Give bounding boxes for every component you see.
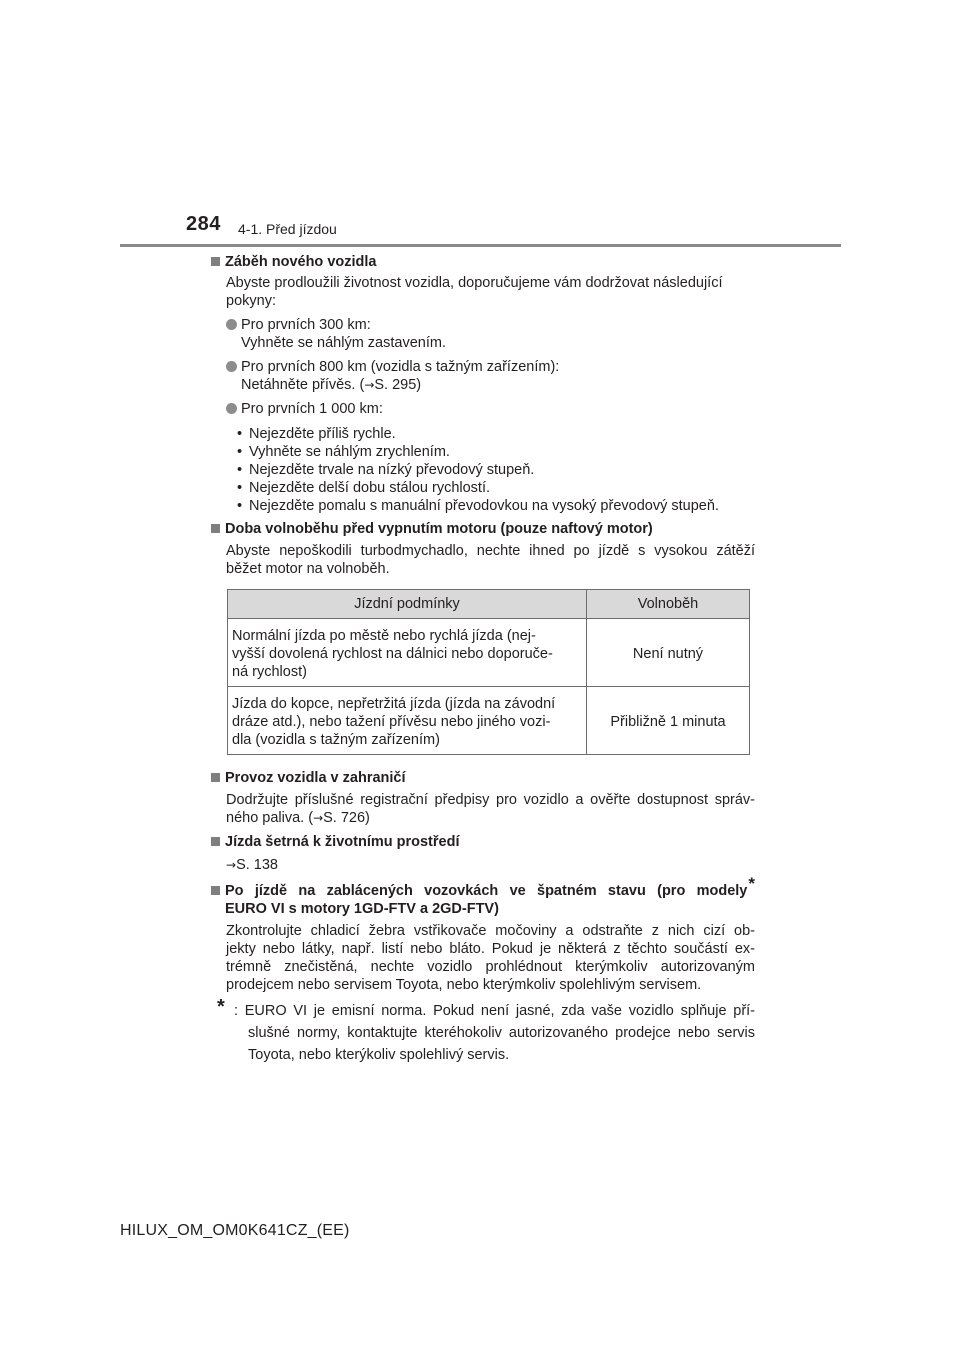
arrow-right-icon: → <box>364 378 375 392</box>
circle-bullet-icon <box>226 319 237 330</box>
dot-marker: • <box>237 498 243 514</box>
heading-text: Záběh nového vozidla <box>225 254 377 270</box>
text-line: slušné normy, kontaktujte kteréhokoliv autorizovaného prodejce nebo servis <box>248 1025 755 1041</box>
footnote-star-marker: * <box>748 874 755 893</box>
heading-text: Doba volnoběhu před vypnutím motoru (pouze naftový motor) <box>225 521 653 537</box>
heading-eco <box>210 833 755 851</box>
dot-marker: • <box>237 480 243 496</box>
header-rule <box>120 244 841 247</box>
sub-list-item <box>237 497 755 515</box>
heading-abroad <box>210 769 755 787</box>
list-item <box>210 400 755 418</box>
text-line: Pro prvních 800 km (vozidla s tažným zařízením): <box>241 359 560 375</box>
table-row <box>228 687 750 755</box>
text-line: pokyny: <box>226 293 276 309</box>
table-header-row <box>228 590 750 619</box>
heading-line <box>225 874 755 900</box>
column-header: Volnoběh <box>587 590 750 619</box>
square-bullet-icon <box>211 837 220 846</box>
sub-list <box>210 425 755 515</box>
heading-text: Po jízdě na zablácených vozovkách ve špatném stavu (pro modely <box>225 883 748 899</box>
sub-list-item <box>237 479 755 497</box>
text-line: dráze atd.), nebo tažení přívěsu nebo jiného vozi- <box>232 714 551 730</box>
text-line: Jízda do kopce, nepřetržitá jízda (jízda na závodní <box>232 696 556 712</box>
heading-text: EURO VI s motory 1GD-FTV a 2GD-FTV) <box>225 901 499 917</box>
text-line: Pro prvních 1 000 km: <box>241 401 383 417</box>
dot-marker: • <box>237 426 243 442</box>
page-reference[interactable]: S. 726) <box>323 810 370 826</box>
heading-muddy <box>210 874 755 918</box>
text-fragment: ného paliva. ( <box>226 810 314 826</box>
sub-list-item <box>237 461 755 479</box>
arrow-right-icon: → <box>226 858 237 872</box>
text-line: Zkontrolujte chladicí žebra vstřikovače močoviny a odstraňte z nich cizí ob- <box>226 923 755 939</box>
page-content <box>210 253 755 1066</box>
text-line: trémně znečistěná, nechte vozidlo prohlédnout kterýmkoliv autorizovaným <box>226 959 755 975</box>
column-header: Jízdní podmínky <box>228 590 587 619</box>
condition-cell <box>228 687 587 755</box>
heading-idle <box>210 520 755 538</box>
footnote-star: * <box>217 996 225 1018</box>
sub-item-text: Nejezděte trvale na nízký převodový stupeň. <box>249 462 535 478</box>
abroad-text <box>210 791 755 827</box>
square-bullet-icon <box>211 257 220 266</box>
page-number: 284 <box>186 213 221 235</box>
square-bullet-icon <box>211 773 220 782</box>
sub-item-text: Nejezděte delší dobu stálou rychlostí. <box>249 480 490 496</box>
heading-break-in <box>210 253 755 271</box>
idle-table <box>227 589 750 755</box>
text-line: Vyhněte se náhlým zastavením. <box>241 335 446 351</box>
sub-list-item <box>237 425 755 443</box>
text-line: Abyste prodloužili životnost vozidla, doporučujeme vám dodržovat následující <box>226 275 723 291</box>
idle-cell: Není nutný <box>587 619 750 687</box>
list-item <box>210 316 755 352</box>
text-line: Pro prvních 300 km: <box>241 317 371 333</box>
circle-bullet-icon <box>226 361 237 372</box>
square-bullet-icon <box>211 524 220 533</box>
idle-cell: Přibližně 1 minuta <box>587 687 750 755</box>
text-line <box>241 376 755 394</box>
text-line: ná rychlost) <box>232 664 307 680</box>
text-line: jekty nebo látky, např. listí nebo bláto. Pokud je některá z těchto součástí ex- <box>226 941 755 957</box>
text-line: prodejcem nebo servisem Toyota, nebo kterýmkoliv spolehlivým servisem. <box>226 977 702 993</box>
text-line: : EURO VI je emisní norma. Pokud není jasné, zda vaše vozidlo splňuje pří- <box>234 1003 755 1019</box>
page-reference[interactable]: S. 138 <box>236 857 278 873</box>
text-line: Dodržujte příslušné registrační předpisy pro vozidlo a ověřte dostupnost správ- <box>226 792 755 808</box>
text-line: běžet motor na volnoběh. <box>226 561 390 577</box>
footnote <box>210 996 755 1066</box>
dot-marker: • <box>237 462 243 478</box>
text-line: Normální jízda po městě nebo rychlá jízda (nej- <box>232 628 536 644</box>
text-fragment: Netáhněte přívěs. ( <box>241 377 365 393</box>
circle-bullet-icon <box>226 403 237 414</box>
page-reference[interactable]: S. 295) <box>374 377 422 393</box>
list-item <box>210 358 755 394</box>
section-title: 4-1. Před jízdou <box>238 221 337 237</box>
text-line: dla (vozidla s tažným zařízením) <box>232 732 440 748</box>
heading-text: Provoz vozidla v zahraničí <box>225 770 406 786</box>
sub-list-item <box>237 443 755 461</box>
dot-marker: • <box>237 444 243 460</box>
text-line <box>226 809 755 827</box>
break-in-intro <box>210 274 755 310</box>
idle-intro <box>210 542 755 578</box>
text-line: Toyota, nebo kterýkoliv spolehlivý servis. <box>248 1047 510 1063</box>
text-line: Abyste nepoškodili turbodmychadlo, nechte ihned po jízdě s vysokou zátěží <box>226 543 755 559</box>
sub-item-text: Nejezděte pomalu s manuální převodovkou na vysoký převodový stupeň. <box>249 498 719 514</box>
table-row <box>228 619 750 687</box>
sub-item-text: Nejezděte příliš rychle. <box>249 426 396 442</box>
document-code: HILUX_OM_OM0K641CZ_(EE) <box>120 1222 350 1239</box>
condition-cell <box>228 619 587 687</box>
sub-item-text: Vyhněte se náhlým zrychlením. <box>249 444 450 460</box>
eco-text <box>210 856 755 874</box>
muddy-text <box>210 922 755 994</box>
heading-text: Jízda šetrná k životnímu prostředí <box>225 834 460 850</box>
text-line: vyšší dovolená rychlost na dálnici nebo doporuče- <box>232 646 553 662</box>
square-bullet-icon <box>211 886 220 895</box>
arrow-right-icon: → <box>313 811 324 825</box>
